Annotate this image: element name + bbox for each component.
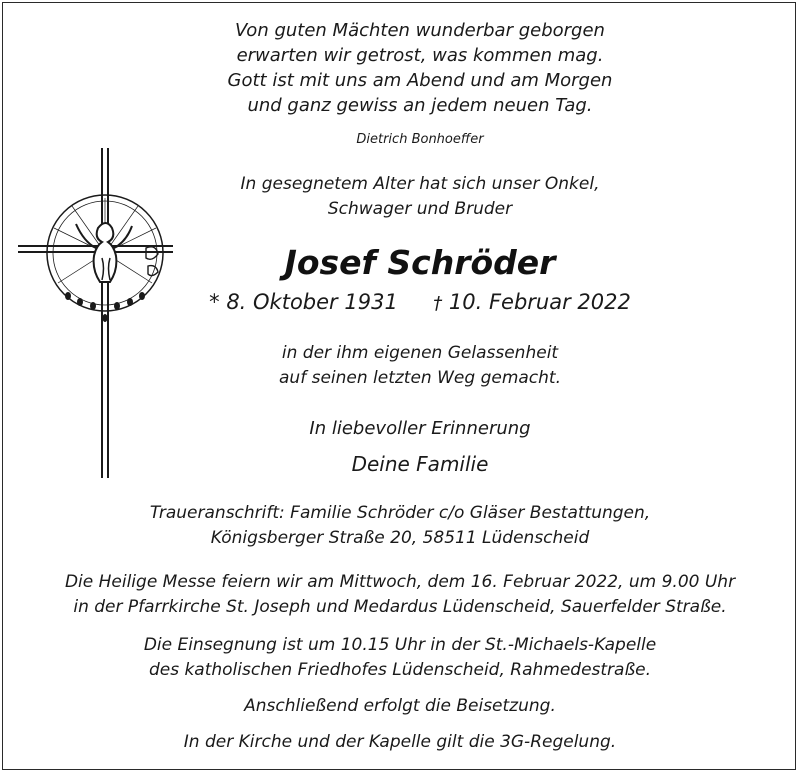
death-date: 10. Februar 2022 xyxy=(448,290,631,314)
poem-line-4: und ganz gewiss an jedem neuen Tag. xyxy=(247,95,593,116)
poem-line-1: Von guten Mächten wunderbar geborgen xyxy=(235,20,605,41)
poem-author: Dietrich Bonhoeffer xyxy=(356,132,484,147)
poem-line-3: Gott ist mit uns am Abend und am Morgen xyxy=(227,70,613,91)
death-symbol-icon: † xyxy=(433,293,443,314)
poem-line-2: erwarten wir getrost, was kommen mag. xyxy=(236,45,604,66)
blessing-line-2: des katholischen Friedhofes Lüdenscheid, Rahmedestraße. xyxy=(148,660,652,680)
memory-line: In liebevoller Erinnerung xyxy=(309,418,531,439)
intro-line-1: In gesegnetem Alter hat sich unser Onkel, xyxy=(240,174,600,194)
passing-line-1: in der ihm eigenen Gelassenheit xyxy=(281,343,559,363)
mass-line-1: Die Heilige Messe feiern wir am Mittwoch, dem 16. Februar 2022, um 9.00 Uhr xyxy=(64,572,736,592)
burial-line: Anschließend erfolgt die Beisetzung. xyxy=(244,696,556,716)
address-line-2: Königsberger Straße 20, 58511 Lüdenscheid xyxy=(210,528,590,548)
birth-date: * 8. Oktober 1931 xyxy=(209,290,398,314)
deceased-name: Josef Schröder xyxy=(284,243,556,282)
family-signature: Deine Familie xyxy=(351,452,489,476)
rule-line: In der Kirche und der Kapelle gilt die 3G-Regelung. xyxy=(183,732,617,752)
mass-line-2: in der Pfarrkirche St. Joseph und Medardus Lüdenscheid, Sauerfelder Straße. xyxy=(73,597,727,617)
address-line-1: Traueranschrift: Familie Schröder c/o Gläser Bestattungen, xyxy=(149,503,651,523)
intro-line-2: Schwager und Bruder xyxy=(327,199,513,219)
passing-line-2: auf seinen letzten Weg gemacht. xyxy=(279,368,561,388)
life-dates xyxy=(20,292,800,313)
blessing-line-1: Die Einsegnung ist um 10.15 Uhr in der St.-Michaels-Kapelle xyxy=(143,635,657,655)
